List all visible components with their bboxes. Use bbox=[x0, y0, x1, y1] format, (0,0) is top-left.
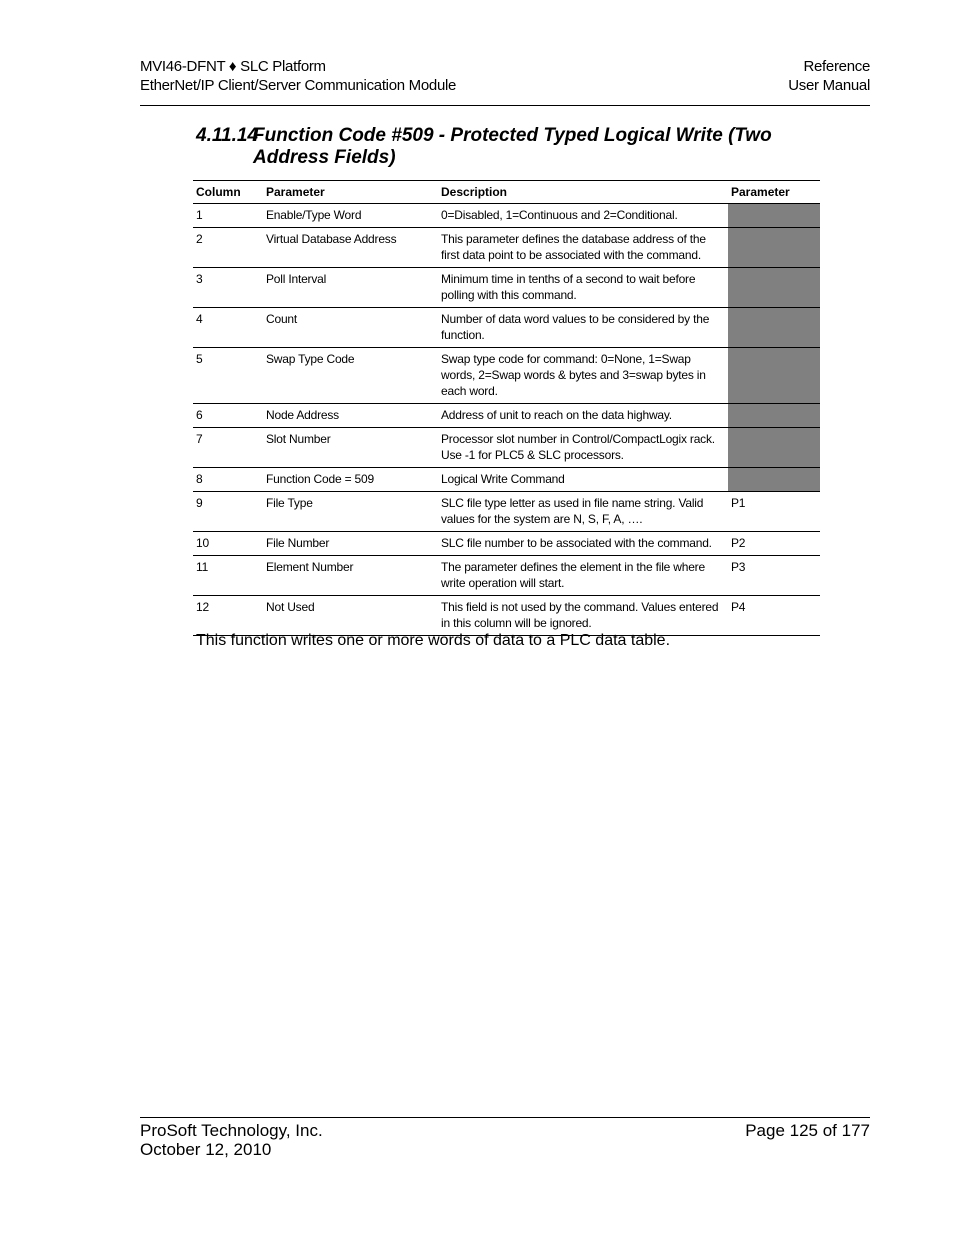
table-row bbox=[193, 268, 820, 308]
cell-parameter: Poll Interval bbox=[263, 268, 438, 308]
table-row bbox=[193, 492, 820, 532]
table-row bbox=[193, 348, 820, 404]
table-row bbox=[193, 468, 820, 492]
table-header-row bbox=[193, 181, 820, 204]
cell-parameter: Count bbox=[263, 308, 438, 348]
header-subtitle: EtherNet/IP Client/Server Communication Module bbox=[140, 77, 457, 94]
footer-left bbox=[140, 1121, 323, 1159]
cell-description: This field is not used by the command. Values entered in this column will be ignored. bbox=[438, 596, 728, 636]
header-right bbox=[788, 57, 870, 95]
section-title-line1: Function Code #509 - Protected Typed Logical Write (Two bbox=[253, 125, 772, 146]
cell-parameter-id-shaded bbox=[728, 348, 820, 404]
header-parameter-id: Parameter bbox=[728, 181, 820, 204]
table-row bbox=[193, 308, 820, 348]
cell-parameter-id-shaded bbox=[728, 468, 820, 492]
table-row bbox=[193, 428, 820, 468]
section-number: 4.11.14 bbox=[196, 125, 258, 146]
header-product: MVI46-DFNT ♦ SLC Platform bbox=[140, 58, 326, 75]
cell-description: Swap type code for command: 0=None, 1=Swap words, 2=Swap words & bytes and 3=swap bytes in each word. bbox=[438, 348, 728, 404]
cell-parameter: Slot Number bbox=[263, 428, 438, 468]
cell-column: 3 bbox=[193, 268, 263, 308]
table-row bbox=[193, 556, 820, 596]
cell-parameter-id-shaded bbox=[728, 204, 820, 228]
cell-parameter: Not Used bbox=[263, 596, 438, 636]
cell-description: SLC file type letter as used in file name string. Valid values for the system are N, S, F, A, …. bbox=[438, 492, 728, 532]
cell-column: 8 bbox=[193, 468, 263, 492]
cell-column: 7 bbox=[193, 428, 263, 468]
cell-column: 6 bbox=[193, 404, 263, 428]
cell-parameter-id: P4 bbox=[728, 596, 820, 636]
cell-parameter-id-shaded bbox=[728, 228, 820, 268]
cell-column: 2 bbox=[193, 228, 263, 268]
header-column: Column bbox=[193, 181, 263, 204]
cell-parameter-id-shaded bbox=[728, 404, 820, 428]
cell-description: SLC file number to be associated with the command. bbox=[438, 532, 728, 556]
table-row bbox=[193, 404, 820, 428]
parameter-table bbox=[193, 180, 820, 636]
page-header bbox=[140, 57, 870, 106]
page-footer bbox=[140, 1117, 870, 1159]
cell-description: Processor slot number in Control/CompactLogix rack. Use -1 for PLC5 & SLC processors. bbox=[438, 428, 728, 468]
table-row bbox=[193, 204, 820, 228]
header-section: Reference bbox=[803, 58, 870, 75]
header-doc-type: User Manual bbox=[788, 77, 870, 94]
cell-parameter: Virtual Database Address bbox=[263, 228, 438, 268]
section-title-line2: Address Fields) bbox=[253, 147, 396, 168]
cell-column: 9 bbox=[193, 492, 263, 532]
cell-description: Logical Write Command bbox=[438, 468, 728, 492]
cell-description: 0=Disabled, 1=Continuous and 2=Conditional. bbox=[438, 204, 728, 228]
header-description: Description bbox=[438, 181, 728, 204]
cell-parameter-id-shaded bbox=[728, 428, 820, 468]
cell-parameter-id-shaded bbox=[728, 308, 820, 348]
cell-parameter: Swap Type Code bbox=[263, 348, 438, 404]
footer-page-number: Page 125 of 177 bbox=[745, 1121, 870, 1140]
cell-parameter: Function Code = 509 bbox=[263, 468, 438, 492]
cell-description: Number of data word values to be considered by the function. bbox=[438, 308, 728, 348]
cell-parameter-id-shaded bbox=[728, 268, 820, 308]
table-row bbox=[193, 532, 820, 556]
table-row bbox=[193, 228, 820, 268]
cell-parameter: File Type bbox=[263, 492, 438, 532]
cell-description: Minimum time in tenths of a second to wait before polling with this command. bbox=[438, 268, 728, 308]
header-parameter: Parameter bbox=[263, 181, 438, 204]
cell-description: Address of unit to reach on the data highway. bbox=[438, 404, 728, 428]
cell-parameter: Element Number bbox=[263, 556, 438, 596]
summary-paragraph: This function writes one or more words of data to a PLC data table. bbox=[196, 632, 671, 649]
cell-parameter: File Number bbox=[263, 532, 438, 556]
cell-parameter-id: P1 bbox=[728, 492, 820, 532]
cell-parameter-id: P3 bbox=[728, 556, 820, 596]
cell-parameter: Node Address bbox=[263, 404, 438, 428]
footer-date: October 12, 2010 bbox=[140, 1140, 272, 1159]
cell-description: This parameter defines the database address of the first data point to be associated with the command. bbox=[438, 228, 728, 268]
cell-parameter: Enable/Type Word bbox=[263, 204, 438, 228]
cell-column: 11 bbox=[193, 556, 263, 596]
section-title bbox=[196, 125, 836, 169]
footer-company: ProSoft Technology, Inc. bbox=[140, 1121, 323, 1140]
table-row bbox=[193, 596, 820, 636]
header-left bbox=[140, 57, 456, 95]
cell-column: 5 bbox=[193, 348, 263, 404]
cell-column: 4 bbox=[193, 308, 263, 348]
cell-column: 1 bbox=[193, 204, 263, 228]
cell-parameter-id: P2 bbox=[728, 532, 820, 556]
cell-column: 12 bbox=[193, 596, 263, 636]
cell-description: The parameter defines the element in the file where write operation will start. bbox=[438, 556, 728, 596]
cell-column: 10 bbox=[193, 532, 263, 556]
